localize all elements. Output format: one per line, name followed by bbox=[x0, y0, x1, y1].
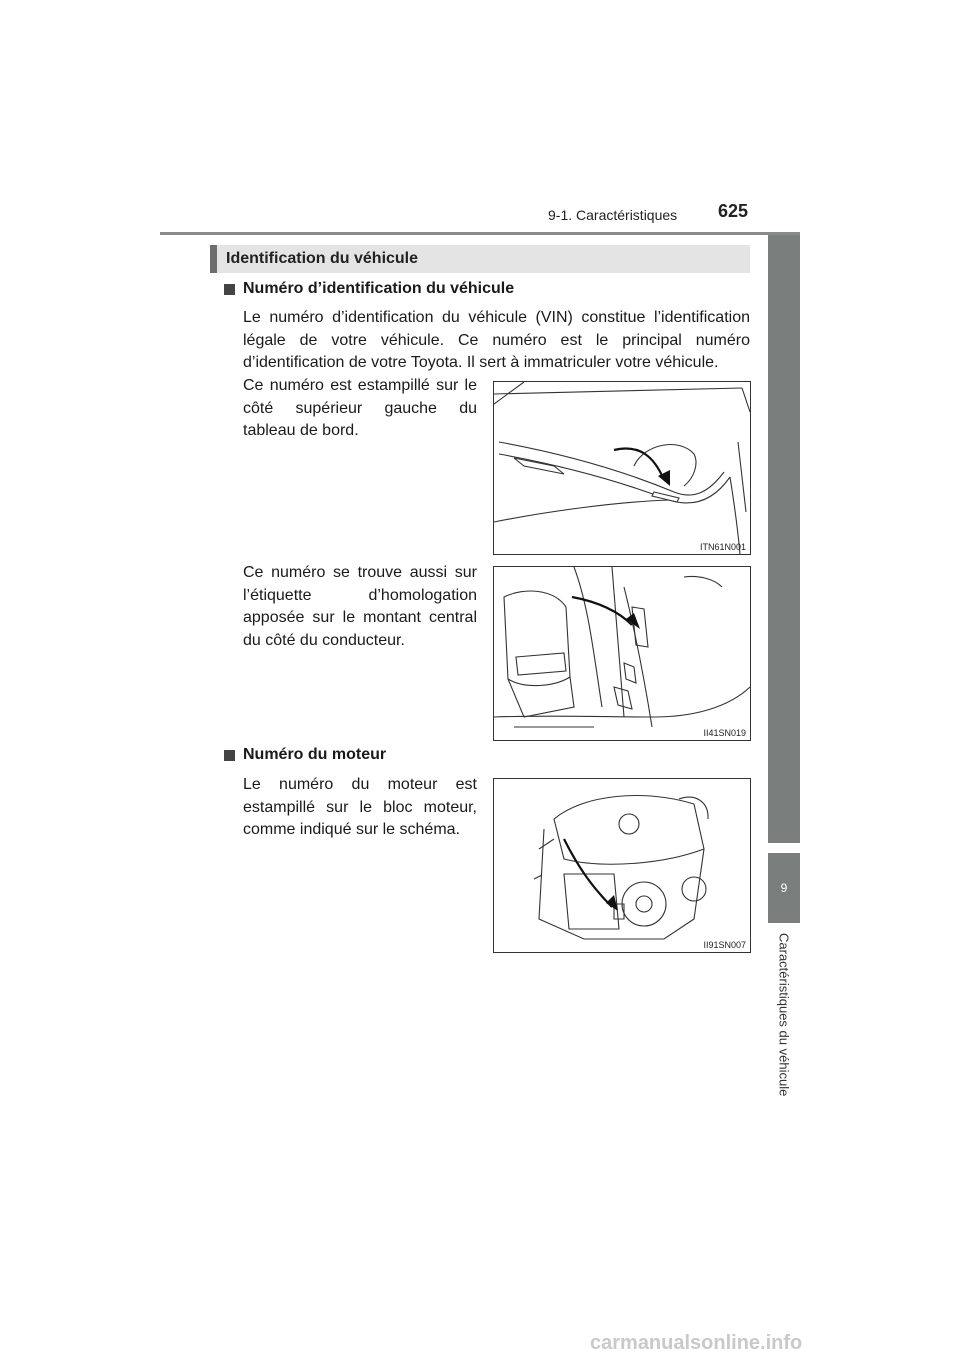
vin-location-dashboard: Ce numéro est estampillé sur le côté supérieur gauche du tableau de bord. bbox=[243, 377, 477, 439]
section-title: Identification du véhicule bbox=[226, 250, 419, 267]
vin-heading-text: Numéro d’identification du véhicule bbox=[243, 280, 515, 297]
dashboard-illustration bbox=[494, 382, 750, 554]
figure-pillar-label bbox=[493, 566, 751, 741]
vin-intro: Le numéro d’identification du véhicule (VIN) constitue l’identification légale de votre véhicule. Ce numéro est le principal numéro d’identification de votre Toyota. Il sert à immatriculer votre véhicule. bbox=[243, 309, 750, 371]
figure-engine-number bbox=[493, 778, 751, 953]
vin-location-pillar: Ce numéro se trouve aussi sur l’étiquette d’homologation apposée sur le montant central du côté du conducteur. bbox=[243, 564, 477, 649]
figure-code: ITN61N001 bbox=[699, 542, 746, 552]
chapter-tab-bar bbox=[768, 235, 800, 843]
running-header-section: 9-1. Caractéristiques bbox=[548, 207, 678, 223]
figure-dashboard-vin bbox=[493, 381, 751, 555]
figure-code: II91SN007 bbox=[703, 940, 746, 950]
chapter-tab-number: 9 bbox=[768, 853, 800, 923]
header-rule bbox=[160, 232, 800, 235]
vin-heading bbox=[224, 280, 514, 298]
page-number: 625 bbox=[718, 201, 749, 221]
engine-heading bbox=[224, 746, 386, 764]
pillar-illustration bbox=[494, 567, 750, 740]
chapter-tab-title: Caractéristiques du véhicule bbox=[776, 933, 792, 1097]
engine-illustration bbox=[494, 779, 750, 952]
watermark: carmanualsonline.info bbox=[590, 1332, 803, 1354]
engine-location: Le numéro du moteur est estampillé sur le bloc moteur, comme indiqué sur le schéma. bbox=[243, 776, 477, 838]
square-bullet-icon bbox=[224, 750, 235, 761]
section-heading bbox=[210, 245, 750, 273]
figure-code: II41SN019 bbox=[703, 728, 746, 738]
square-bullet-icon bbox=[224, 284, 235, 295]
section-heading-bar bbox=[210, 245, 217, 273]
engine-heading-text: Numéro du moteur bbox=[243, 746, 387, 763]
